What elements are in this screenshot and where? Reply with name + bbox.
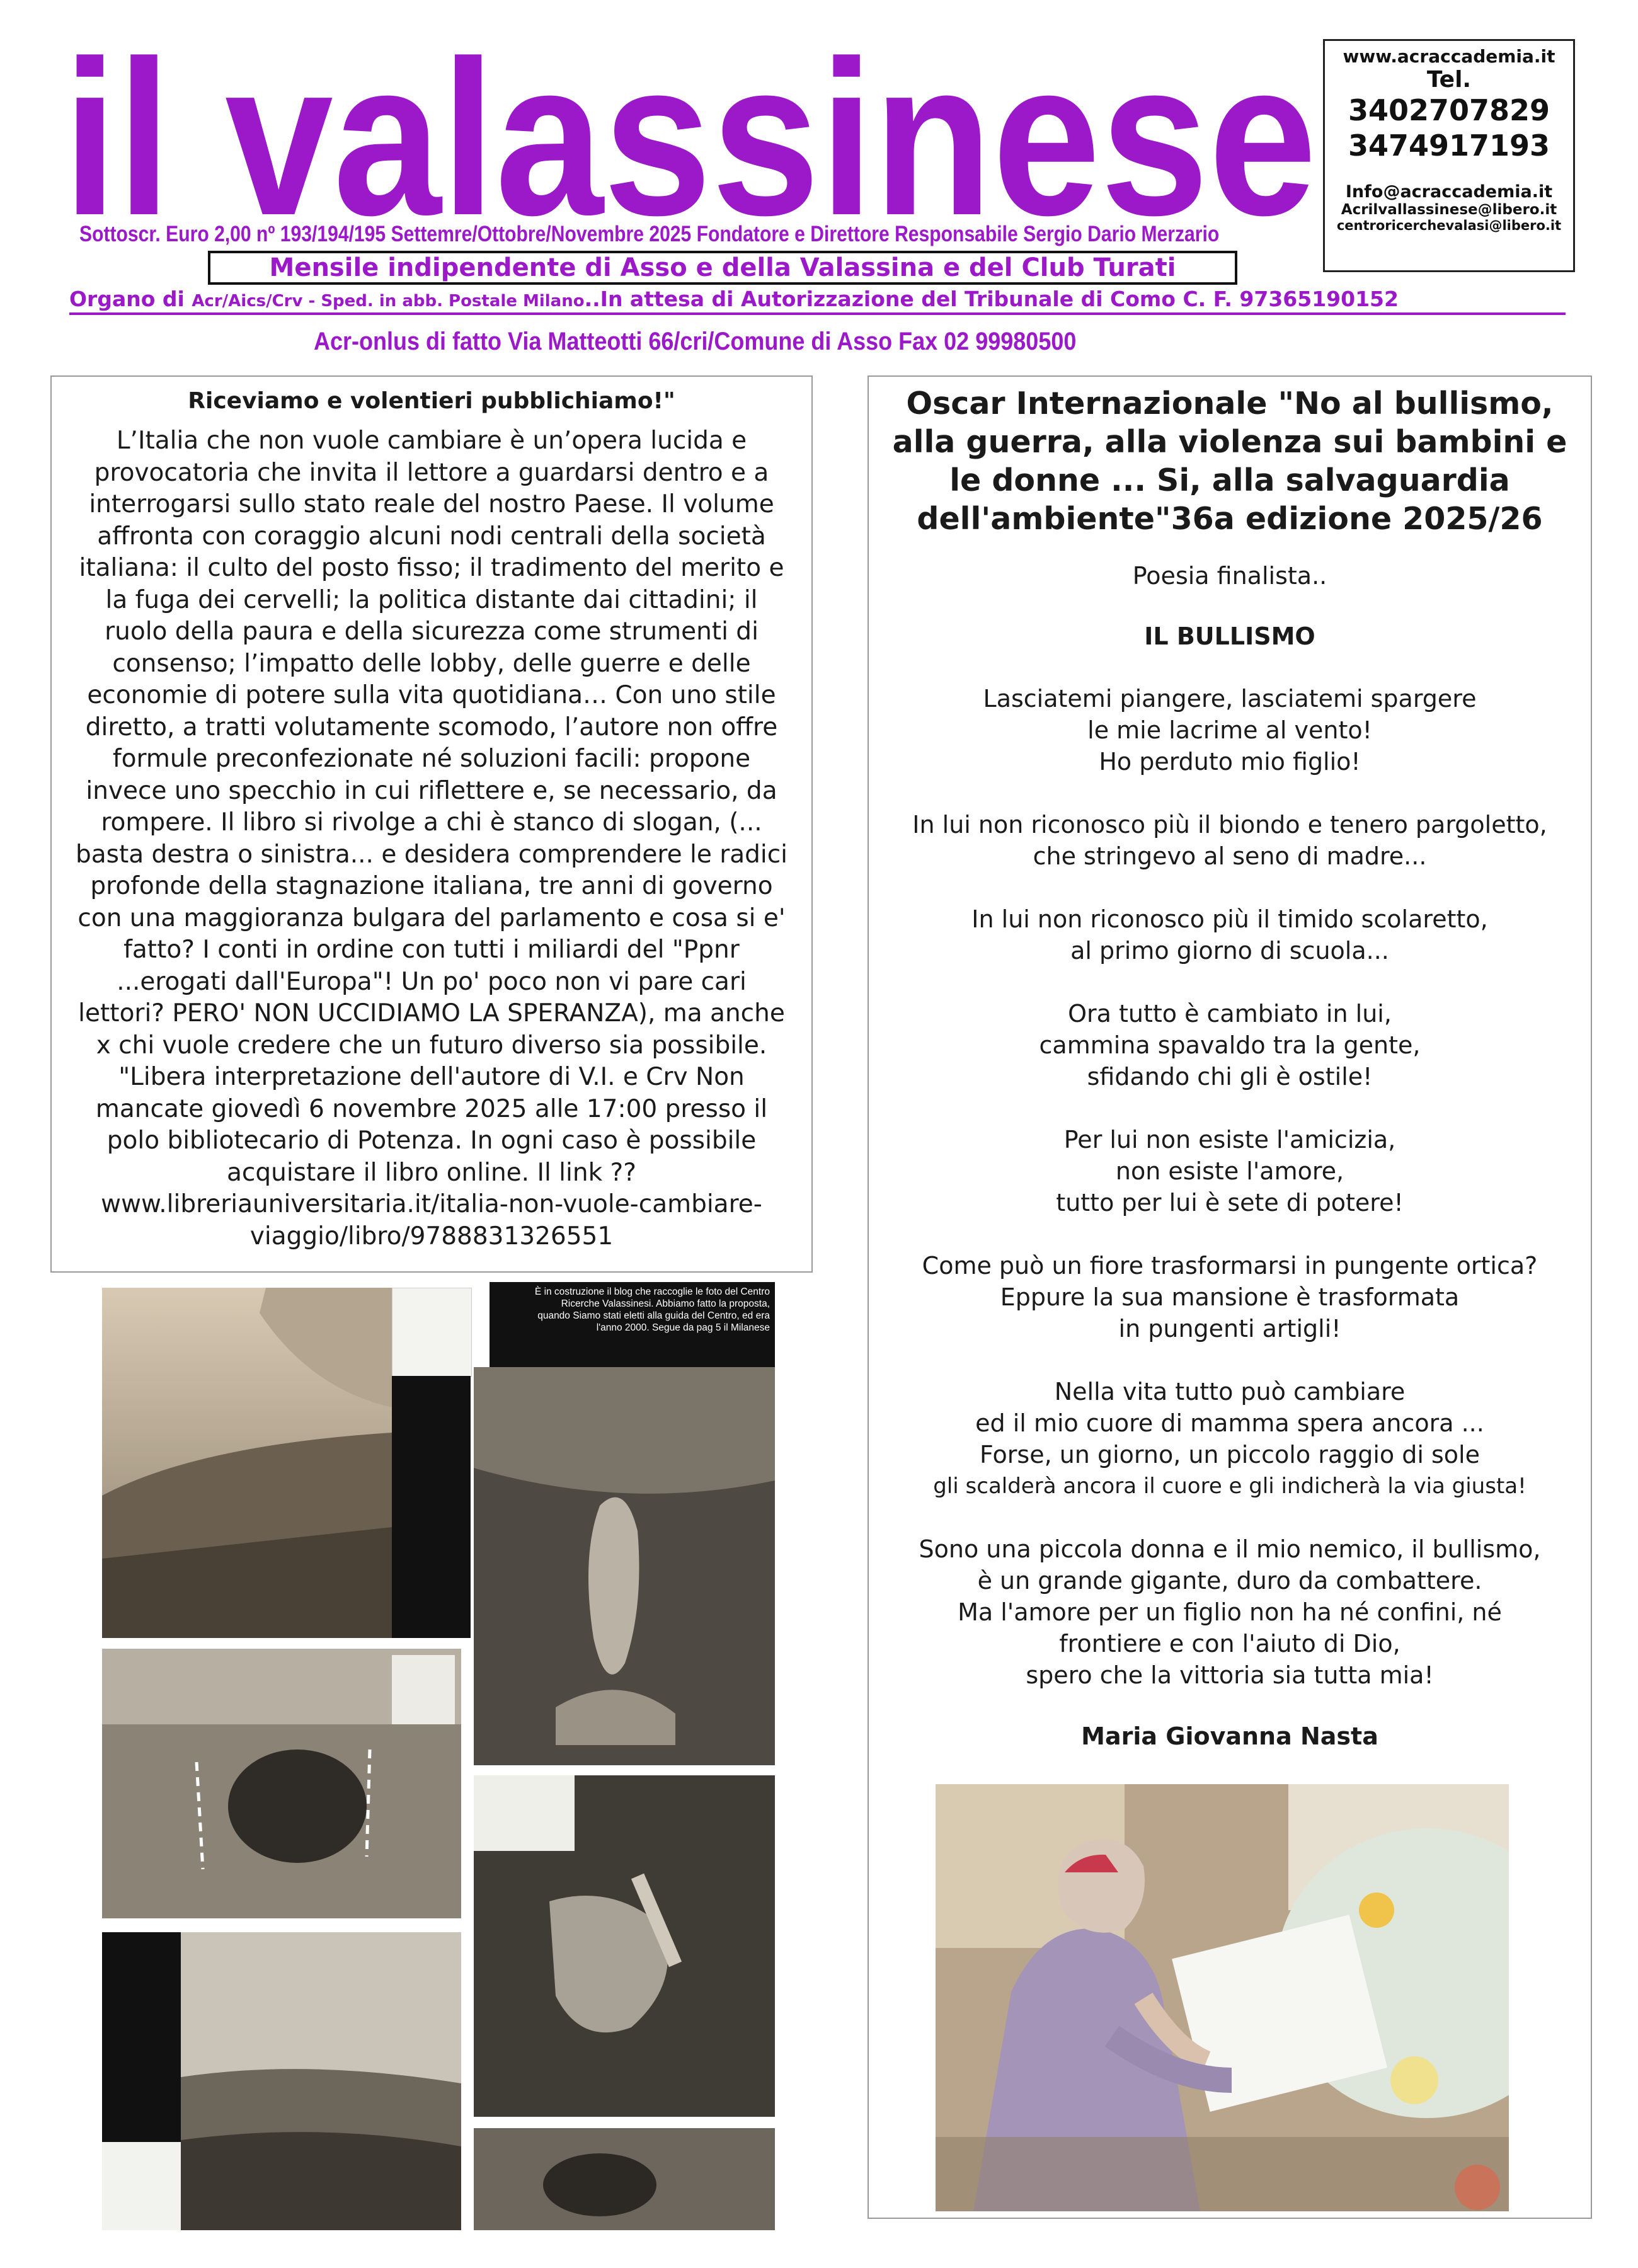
poem-line: frontiere e con l'aiuto di Dio, bbox=[1059, 1630, 1400, 1658]
poem-line: è un grande gigante, duro da combattere. bbox=[977, 1567, 1482, 1595]
stanza bbox=[869, 683, 1591, 777]
poem-line: Ma l'amore per un figlio non ha né confini, né bbox=[958, 1598, 1502, 1626]
poem-line: Ora tutto è cambiato in lui, bbox=[1068, 1000, 1392, 1028]
poem-line: In lui non riconosco più il timido scolaretto, bbox=[971, 905, 1488, 933]
poem-line: ed il mio cuore di mamma spera ancora ... bbox=[975, 1409, 1484, 1437]
black-strip bbox=[392, 1376, 471, 1638]
poem-line: le mie lacrime al vento! bbox=[1087, 716, 1372, 744]
organ-prefix: Organo di bbox=[69, 287, 185, 311]
subscription-line: Sottoscr. Euro 2,00 nº 193/194/195 Settemre/Ottobre/Novembre 2025 Fondatore e Direttore Responsabile Sergio Dario Merzario bbox=[79, 222, 1220, 246]
stanza bbox=[869, 1124, 1591, 1218]
monthly-tagline: Mensile indipendente di Asso e della Valassina e del Club Turati bbox=[208, 251, 1237, 285]
poem-title: IL BULLISMO bbox=[1144, 622, 1315, 650]
archive-photo-mountain bbox=[102, 1288, 392, 1638]
poem-line: Come può un fiore trasformarsi in pungente ortica? bbox=[922, 1252, 1538, 1280]
organ-rest: ..In attesa di Autorizzazione del Tribunale di Como C. F. 97365190152 bbox=[584, 287, 1399, 311]
poem-line: Forse, un giorno, un piccolo raggio di sole bbox=[980, 1441, 1480, 1469]
email-centro[interactable]: centroricerchevalasi@libero.it bbox=[1336, 218, 1562, 233]
stanza bbox=[869, 903, 1591, 966]
poem-line: al primo giorno di scuola... bbox=[1070, 937, 1389, 965]
stanza bbox=[869, 809, 1591, 872]
book-review-article bbox=[50, 375, 813, 1273]
poem-line: che stringevo al seno di madre... bbox=[1033, 842, 1427, 870]
tel-label: Tel. bbox=[1426, 67, 1472, 93]
newspaper-title-text: il valassinese bbox=[63, 25, 1317, 239]
poem-line: Ho perduto mio figlio! bbox=[1099, 748, 1361, 776]
poem-line: Per lui non esiste l'amicizia, bbox=[1063, 1126, 1396, 1154]
archive-photo-bones bbox=[474, 1775, 775, 2117]
organ-line bbox=[69, 287, 1455, 311]
phone-number-2: 3474917193 bbox=[1348, 129, 1550, 163]
archive-photo-dig bbox=[474, 2128, 775, 2230]
poem-line: cammina spavaldo tra la gente, bbox=[1039, 1031, 1421, 1059]
book-review-heading: Riceviamo e volentieri pubblichiamo!" bbox=[188, 388, 675, 414]
email-info[interactable]: Info@acraccademia.it bbox=[1345, 182, 1553, 202]
email-acr[interactable]: Acrilvallassinese@libero.it bbox=[1341, 202, 1557, 218]
stanza bbox=[869, 1376, 1591, 1502]
archive-caption: È in costruzione il blog che raccoglie le foto del Centro Ricerche Valassinesi. Abbiamo fatto la proposta, quando Siamo stati eletti alla guida del Centro, ed era l'anno 2000. Segue da pag 5 il Milanese bbox=[490, 1282, 775, 1367]
stanza bbox=[869, 998, 1591, 1092]
poem-line: tutto per lui è sete di potere! bbox=[1056, 1189, 1404, 1217]
poem-line: Nella vita tutto può cambiare bbox=[1054, 1378, 1406, 1406]
archive-photo-cave bbox=[102, 1649, 461, 1918]
stanza bbox=[869, 1533, 1591, 1691]
award-heading: Oscar Internazionale "No al bullismo, alla guerra, alla violenza sui bambini e le donne ... Si, alla salvaguardia dell'ambiente"36a edizione 2025/26 bbox=[892, 386, 1567, 537]
stanza bbox=[869, 1250, 1591, 1344]
archive-label-1 bbox=[392, 1288, 472, 1377]
author-photo bbox=[936, 1784, 1509, 2211]
poem-line: spero che la vittoria sia tutta mia! bbox=[1026, 1661, 1434, 1689]
poem-intro: Poesia finalista.. bbox=[1132, 562, 1327, 590]
organ-small: Acr/Aics/Crv - Sped. in abb. Postale Milano bbox=[192, 292, 585, 311]
book-review-body: L’Italia che non vuole cambiare è un’opera lucida e provocatoria che invita il lettore a guardarsi dentro e a interrogarsi sullo stato reale del nostro Paese. Il volume affronta con coraggio alcuni nodi centrali della società italiana: il culto del posto fisso; il tradimento del merito e la fuga dei cervelli; la politica distante dai cittadini; il ruolo della paura e della sicurezza come strumenti di consenso; l’impatto delle lobby, delle guerre e delle economie di potere sulla vita quotidiana… Con uno stile diretto, a tratti volutamente scomodo, l’autore non offre formule preconfezionate né soluzioni facili: propone invece uno specchio in cui riflettere e, se necessario, da rompere. Il libro si rivolge a chi è stanco di slogan, (... basta destra o sinistra... e desidera comprendere le radici profonde della stagnazione italiana, tre anni di governo con una maggioranza bulgara del parlamento e cosa si e' fatto? I conti in ordine con tutti i miliardi del "Ppnr ...erogati dall'Europa"! Un po' poco non vi pare cari lettori? PERO' NON UCCIDIAMO LA SPERANZA), ma anche x chi vuole credere che un futuro diverso sia possibile. "Libera interpretazione dell'autore di V.I. e Crv Non mancate giovedì 6 novembre 2025 alle 17:00 presso il polo bibliotecario di Potenza. In ogni caso è possibile acquistare il libro online. Il link ?? www.libreriauniversitaria.it/italia-non-vuole-cambiare-viaggio/libro/9788831326551 bbox=[76, 427, 788, 1251]
masthead-divider bbox=[69, 312, 1566, 315]
poem-line: gli scalderà ancora il cuore e gli indicherà la via giusta! bbox=[933, 1474, 1526, 1499]
poem-stanzas bbox=[869, 683, 1591, 1691]
poem-line: Eppure la sua mansione è trasformata bbox=[1000, 1283, 1460, 1311]
website-link[interactable]: www.acraccademia.it bbox=[1343, 46, 1555, 67]
archive-label-3 bbox=[102, 2142, 181, 2230]
poem-line: Lasciatemi piangere, lasciatemi spargere bbox=[983, 685, 1477, 713]
poem-line: in pungenti artigli! bbox=[1118, 1315, 1341, 1343]
archive-photo-field bbox=[181, 1932, 461, 2230]
poem-author: Maria Giovanna Nasta bbox=[1081, 1722, 1378, 1750]
poem-line: Sono una piccola donna e il mio nemico, il bullismo, bbox=[919, 1535, 1541, 1563]
contact-box bbox=[1323, 39, 1575, 272]
newspaper-title bbox=[63, 25, 1317, 239]
phone-number-1: 3402707829 bbox=[1348, 93, 1550, 127]
poem-line: non esiste l'amore, bbox=[1115, 1157, 1344, 1185]
poem-line: In lui non riconosco più il biondo e tenero pargoletto, bbox=[912, 811, 1547, 839]
address-line: Acr-onlus di fatto Via Matteotti 66/cri/Comune di Asso Fax 02 99980500 bbox=[314, 328, 1077, 355]
poem-line: sfidando chi gli è ostile! bbox=[1087, 1063, 1373, 1091]
archive-photo-hands bbox=[474, 1367, 775, 1765]
